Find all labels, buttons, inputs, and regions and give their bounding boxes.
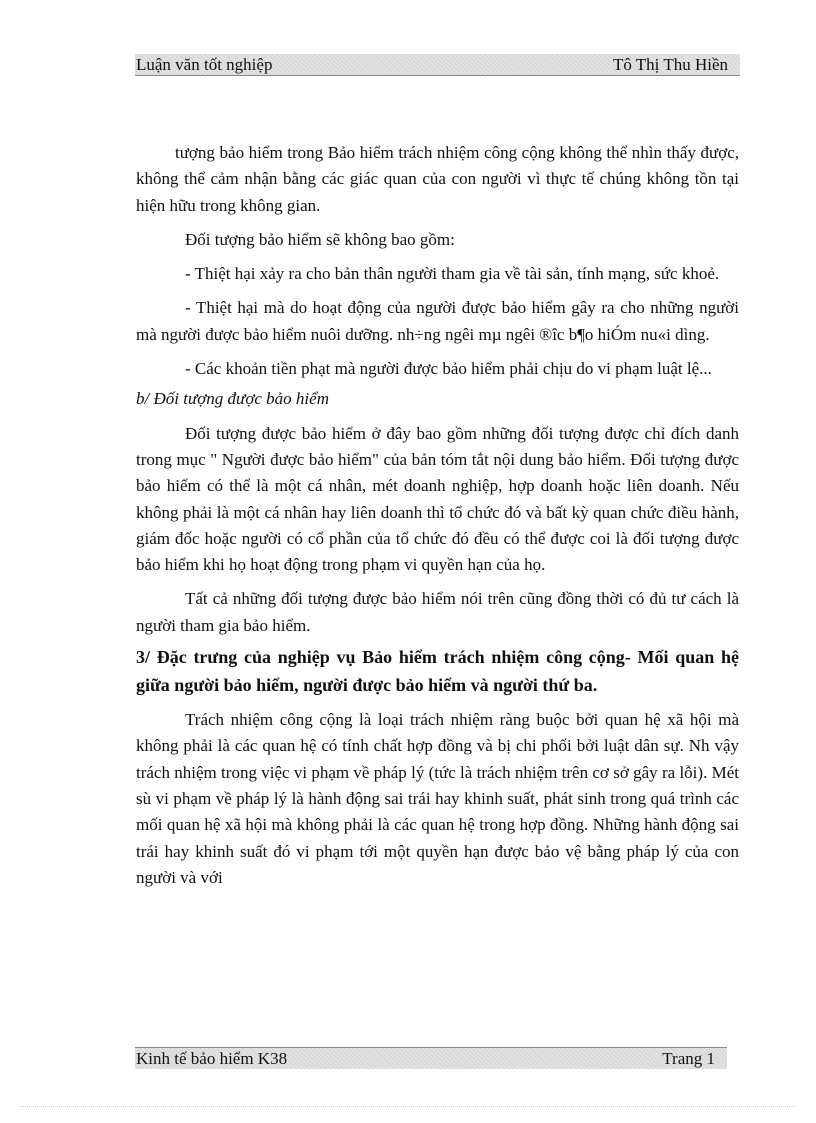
list-item: - Các khoản tiền phạt mà người được bảo hiểm phải chịu do vi phạm luật lệ... (185, 359, 712, 379)
section-heading: 3/ Đặc trưng của nghiệp vụ Bảo hiểm trách nhiệm công cộng- Mối quan hệ giữa người bảo hiểm, người được bảo hiểm và người thứ ba. (136, 647, 739, 696)
header-title: Luận văn tốt nghiệp (136, 54, 273, 74)
page-footer (135, 1047, 727, 1069)
paragraph: Đối tượng được bảo hiểm ở đây bao gồm những đối tượng được chỉ đích danh trong mục " Người được bảo hiểm" của bản tóm tắt nội dung bảo hiểm. Đối tượng được bảo hiểm có thể là một cá nhân, mét doanh nghiệp, hợp doanh hoặc liên doanh. Nếu không phải là một cá nhân hay liên doanh thì tổ chức đó và bất kỳ quan chức điều hành, giám đốc hoặc người có cổ phần của tổ chức đó đều có thể được coi là đối tượng được bảo hiểm khi họ hoạt động trong phạm vi quyền hạn của họ. (136, 423, 739, 575)
list-item: - Thiệt hại xảy ra cho bản thân người tham gia về tài sản, tính mạng, sức khoẻ. (185, 264, 720, 284)
paragraph: Đối tượng bảo hiểm sẽ không bao gồm: (185, 229, 455, 249)
page-edge-divider (20, 1106, 796, 1107)
header-author: Tô Thị Thu Hiền (612, 54, 728, 74)
paragraph: Tất cả những đối tượng được bảo hiểm nói trên cũng đồng thời có đủ tư cách là người tham gia bảo hiểm. (136, 589, 739, 635)
subsection-heading: b/ Đối tượng được bảo hiểm (136, 389, 329, 409)
paragraph: tượng bảo hiểm trong Bảo hiểm trách nhiệm công cộng không thể nhìn thấy được, không thể cảm nhận bằng các giác quan của con người vì thực tế chúng không tồn tại hiện hữu trong không gian. (136, 143, 739, 215)
page-header (135, 54, 740, 76)
list-item: - Thiệt hại mà do hoạt động của người được bảo hiểm gây ra cho những người mà người được bảo hiểm nuôi dưỡng. nh÷ng ngêi mµ ngêi ®îc b¶o hiÓm nu«i dìng. (136, 298, 739, 344)
footer-title: Kinh tế bảo hiểm K38 (136, 1048, 288, 1068)
page-number: Trang 1 (662, 1048, 715, 1068)
document-body (136, 140, 739, 891)
paragraph: Trách nhiệm công cộng là loại trách nhiệm ràng buộc bởi quan hệ xã hội mà không phải là các quan hệ có tính chất hợp đồng và bị chi phối bởi luật dân sự. Nh vậy trách nhiệm trong việc vi phạm về pháp lý (tức là trách nhiệm trên cơ sở gây ra lỗi). Mét sù vi phạm về pháp lý là hành động sai trái hay khinh suất, phát sinh trong quá trình các mối quan hệ xã hội mà không phải là các quan hệ trong hợp đồng. Những hành động sai trái hay khinh suất đó vi phạm tới một quyền hạn được bảo vệ bằng pháp lý của con người và với (136, 710, 739, 887)
